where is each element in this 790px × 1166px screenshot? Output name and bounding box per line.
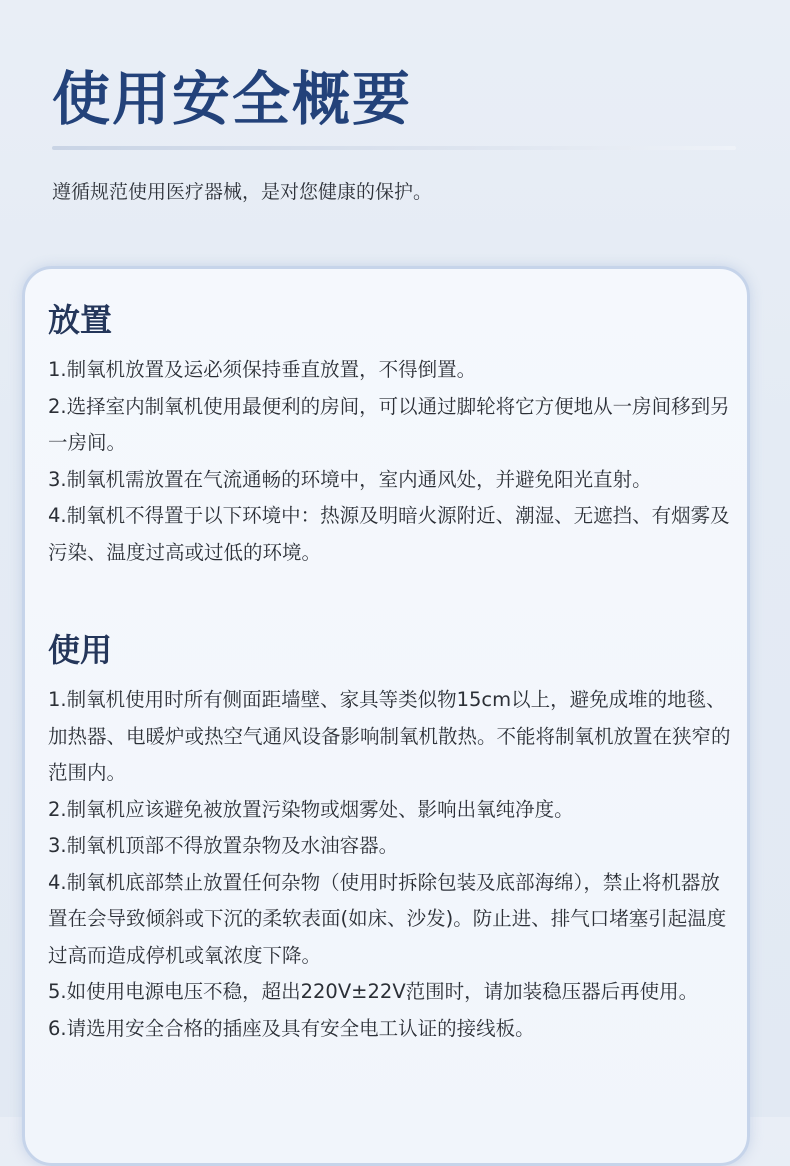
list-item: 1.制氧机使用时所有侧面距墙壁、家具等类似物15cm以上，避免成堆的地毯、加热器、电暖炉或热空气通风设备影响制氧机散热。不能将制氧机放置在狭窄的范围内。 <box>48 688 731 784</box>
title-divider <box>52 146 736 150</box>
list-item: 2.制氧机应该避免被放置污染物或烟雾处、影响出氧纯净度。 <box>48 797 574 821</box>
list-item: 3.制氧机顶部不得放置杂物及水油容器。 <box>48 834 399 857</box>
list-item: 4.制氧机底部禁止放置任何杂物（使用时拆除包装及底部海绵），禁止将机器放置在会导致倾斜或下沉的柔软表面(如床、沙发)。防止进、排气口堵塞引起温度过高而造成停机或氧浓度下降。 <box>48 870 727 967</box>
list-item: 3.制氧机需放置在气流通畅的环境中，室内通风处，并避免阳光直射。 <box>48 467 652 491</box>
list-item: 6.请选用安全合格的插座及具有安全电工认证的接线板。 <box>48 1016 535 1040</box>
list-item: 5.如使用电源电压不稳，超出220V±22V范围时，请加装稳压器后再使用。 <box>48 980 699 1003</box>
page-subtitle: 遵循规范使用医疗器械，是对您健康的保护。 <box>52 181 433 203</box>
page-title: 使用安全概要 <box>52 65 413 133</box>
section-title-usage: 使用 <box>48 631 113 669</box>
usage-list <box>48 682 738 1047</box>
section-title-placement: 放置 <box>48 301 113 339</box>
list-item: 4.制氧机不得置于以下环境中：热源及明暗火源附近、潮湿、无遮挡、有烟雾及污染、温度过高或过低的环境。 <box>48 504 730 564</box>
placement-list <box>48 352 738 571</box>
list-item: 2.选择室内制氧机使用最便利的房间，可以通过脚轮将它方便地从一房间移到另一房间。 <box>48 394 730 454</box>
list-item: 1.制氧机放置及运必须保持垂直放置，不得倒置。 <box>48 358 477 381</box>
